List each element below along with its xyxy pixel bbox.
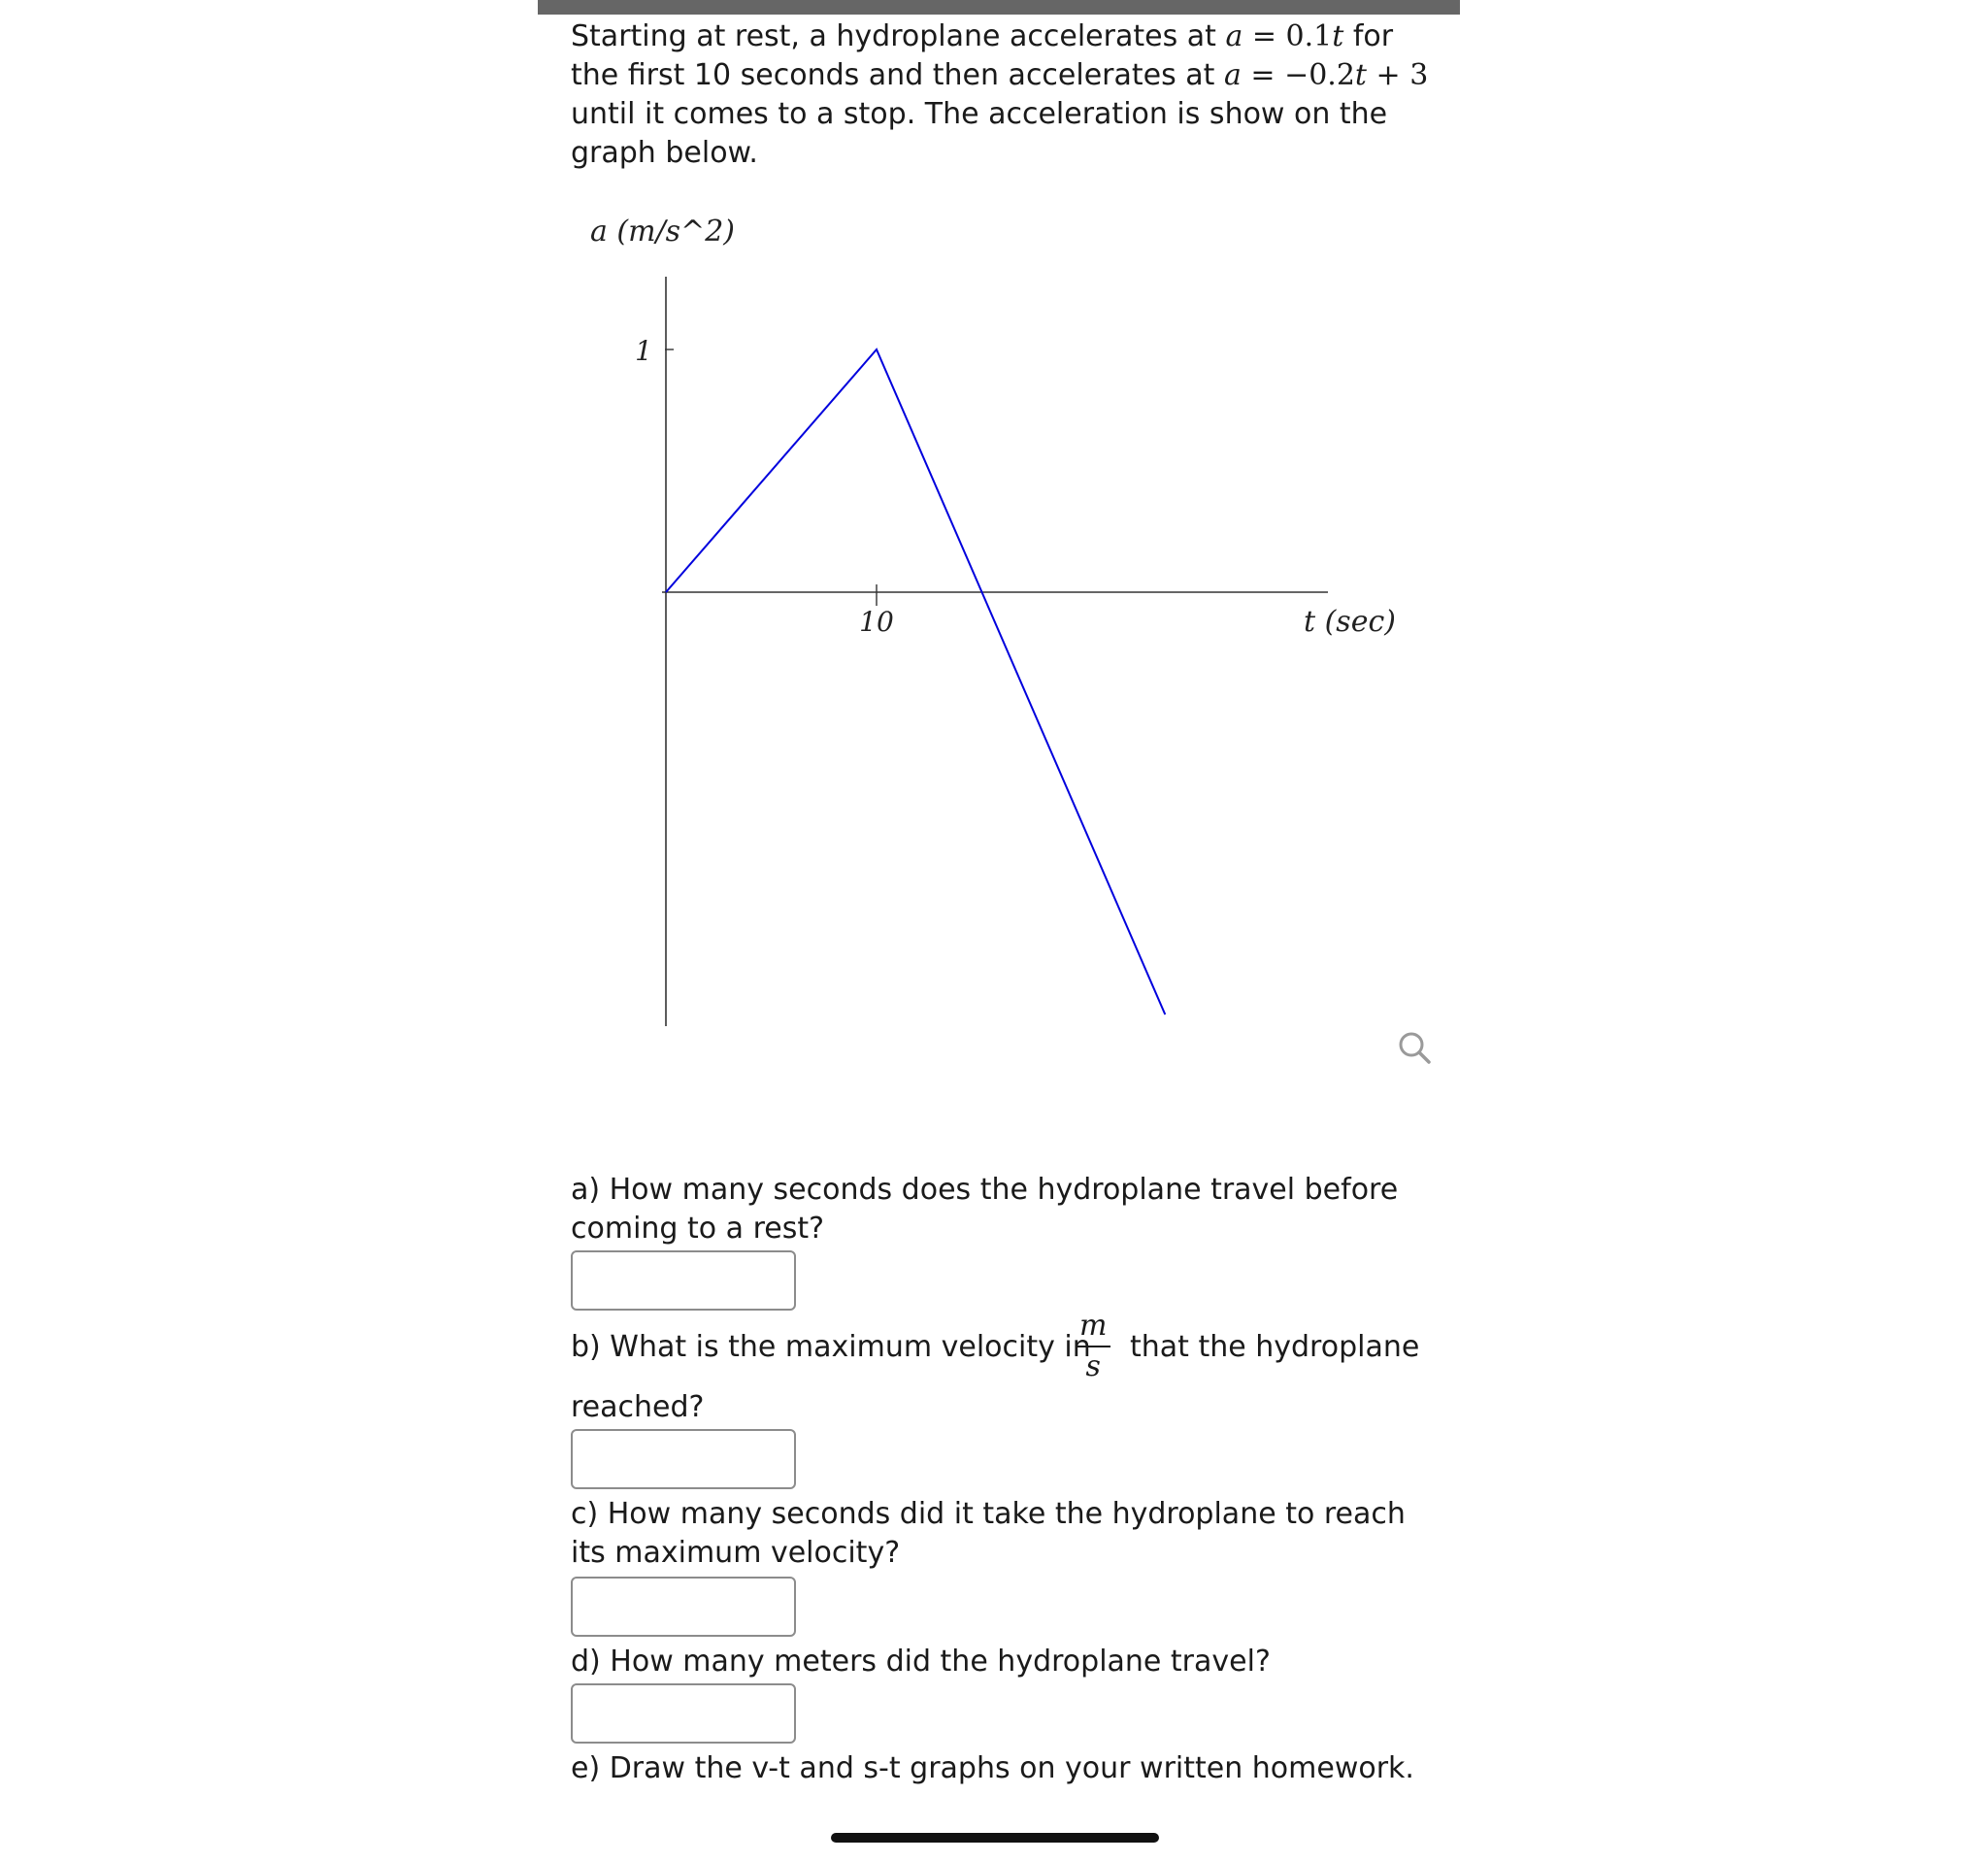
problem-line2-text: the first 10 seconds and then accelerates at xyxy=(571,58,1224,92)
problem-text xyxy=(571,17,1444,173)
question-b-text-cont: that the hydroplane xyxy=(1130,1330,1420,1364)
question-d: d) How many meters did the hydroplane travel? xyxy=(571,1645,1271,1679)
question-a: a) How many seconds does the hydroplane travel before coming to a rest? xyxy=(571,1173,1399,1246)
y-tick-label: 1 xyxy=(635,335,652,367)
x-axis-label: t (sec) xyxy=(1304,605,1396,639)
answer-input-d[interactable] xyxy=(571,1683,796,1744)
unit-fraction-m-per-s xyxy=(1076,1307,1110,1386)
y-axis-label: a (m/s^2) xyxy=(590,215,736,249)
question-e: e) Draw the v-t and s-t graphs on your written homework. xyxy=(571,1751,1414,1785)
question-b-tail: reached? xyxy=(571,1390,705,1424)
series-line-acceleration xyxy=(666,349,1165,1014)
acceleration-graph xyxy=(571,194,1444,1087)
problem-line1-text: Starting at rest, a hydroplane accelerates at xyxy=(571,19,1226,53)
question-c: c) How many seconds did it take the hydroplane to reach its maximum velocity? xyxy=(571,1497,1406,1570)
problem-line4-text: graph below. xyxy=(571,136,758,170)
x-tick-label: 10 xyxy=(859,606,894,638)
top-bar xyxy=(538,0,1460,15)
answer-input-c[interactable] xyxy=(571,1577,796,1637)
problem-line1-tail: for xyxy=(1343,19,1394,53)
answer-input-b[interactable] xyxy=(571,1429,796,1489)
magnifier-icon[interactable] xyxy=(1396,1029,1435,1068)
question-b xyxy=(571,1307,1444,1433)
unit-numerator: m xyxy=(1076,1307,1110,1347)
home-indicator xyxy=(831,1833,1159,1843)
answer-input-a[interactable] xyxy=(571,1250,796,1311)
equation-a1: a = 0.1t xyxy=(1225,19,1344,53)
acceleration-chart-svg xyxy=(571,194,1444,1087)
problem-line3-text: until it comes to a stop. The acceleration is show on the xyxy=(571,97,1388,131)
unit-denominator: s xyxy=(1085,1349,1101,1383)
question-b-text: b) What is the maximum velocity in xyxy=(571,1330,1091,1364)
equation-a2: a = −0.2t + 3 xyxy=(1223,58,1429,92)
